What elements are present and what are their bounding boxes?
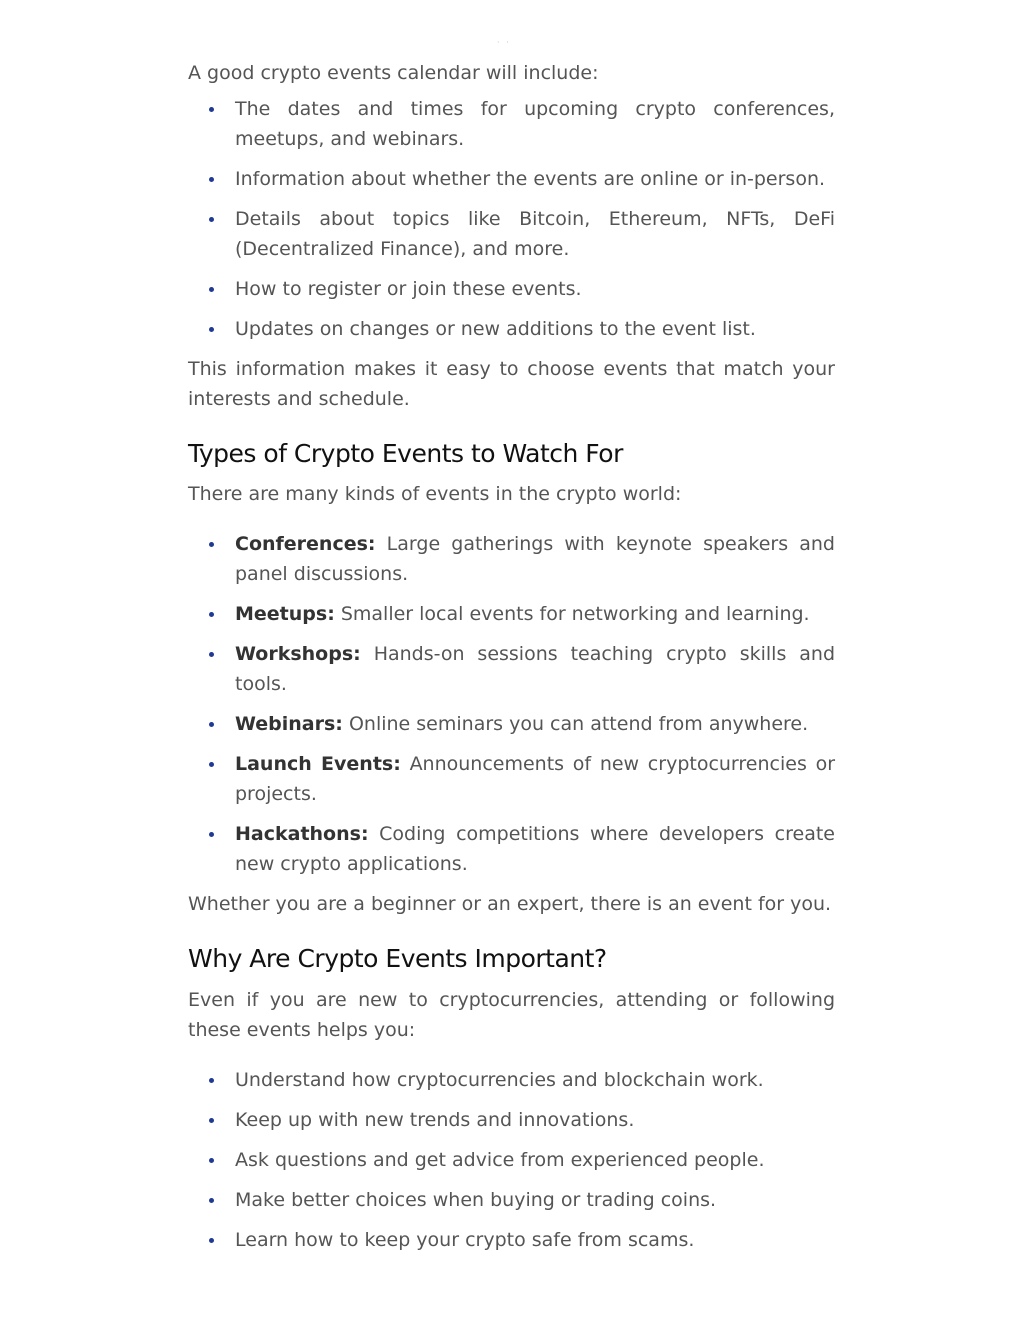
list-item-meetups: Meetups: Smaller local events for networking and learning. [188,599,835,629]
list-item-webinars: Webinars: Online seminars you can attend from anywhere. [188,709,835,739]
list-item: Make better choices when buying or trading coins. [188,1185,835,1215]
term: Meetups: [235,603,335,625]
term: Launch Events: [235,753,401,775]
intro-paragraph: A good crypto events calendar will include: [188,62,599,84]
list-item-hackathons: Hackathons: Coding competitions where developers create new crypto applications. [188,819,835,879]
bullet-icon [209,542,214,547]
list-item: The dates and times for upcoming crypto conferences, meetups, and webinars. [188,94,835,154]
list-item: Understand how cryptocurrencies and blockchain work. [188,1065,835,1095]
article-content [188,58,835,1265]
bullet-icon [209,612,214,617]
calendar-features-list [188,94,835,344]
list-item: Updates on changes or new additions to the event list. [188,314,835,344]
list-item: Ask questions and get advice from experienced people. [188,1145,835,1175]
bullet-icon [209,832,214,837]
bullet-icon [209,762,214,767]
bullet-icon [209,1198,214,1203]
bullet-icon [209,1238,214,1243]
summary-paragraph: This information makes it easy to choose events that match your interests and schedule. [188,358,835,410]
section-heading-types: Types of Crypto Events to Watch For [188,439,623,468]
list-item: How to register or join these events. [188,274,835,304]
bullet-icon [209,287,214,292]
event-types-list [188,529,835,879]
bullet-icon [209,652,214,657]
list-item-workshops: Workshops: Hands-on sessions teaching crypto skills and tools. [188,639,835,699]
list-item-conferences: Conferences: Large gatherings with keynote speakers and panel discussions. [188,529,835,589]
benefits-list [188,1065,835,1255]
section-heading-importance: Why Are Crypto Events Important? [188,944,607,973]
list-item-launch-events: Launch Events: Announcements of new cryptocurrencies or projects. [188,749,835,809]
bullet-icon [209,1158,214,1163]
list-item: Keep up with new trends and innovations. [188,1105,835,1135]
term: Webinars: [235,713,343,735]
bullet-icon [209,107,214,112]
bullet-icon [209,327,214,332]
term: Workshops: [235,643,361,665]
bullet-icon [209,217,214,222]
bullet-icon [209,722,214,727]
list-item: Information about whether the events are online or in-person. [188,164,835,194]
bullet-icon [209,1078,214,1083]
importance-intro-paragraph: Even if you are new to cryptocurrencies, attending or following these events helps you: [188,989,835,1041]
term: Hackathons: [235,823,369,845]
list-item: Learn how to keep your crypto safe from scams. [188,1225,835,1255]
term: Conferences: [235,533,376,555]
types-summary-paragraph: Whether you are a beginner or an expert, there is an event for you. [188,893,832,915]
bullet-icon [209,177,214,182]
bullet-icon [209,1118,214,1123]
list-item: Details about topics like Bitcoin, Ethereum, NFTs, DeFi (Decentralized Finance), and more. [188,204,835,264]
page-break-dots: · · [497,38,511,47]
types-intro-paragraph: There are many kinds of events in the crypto world: [188,483,682,505]
